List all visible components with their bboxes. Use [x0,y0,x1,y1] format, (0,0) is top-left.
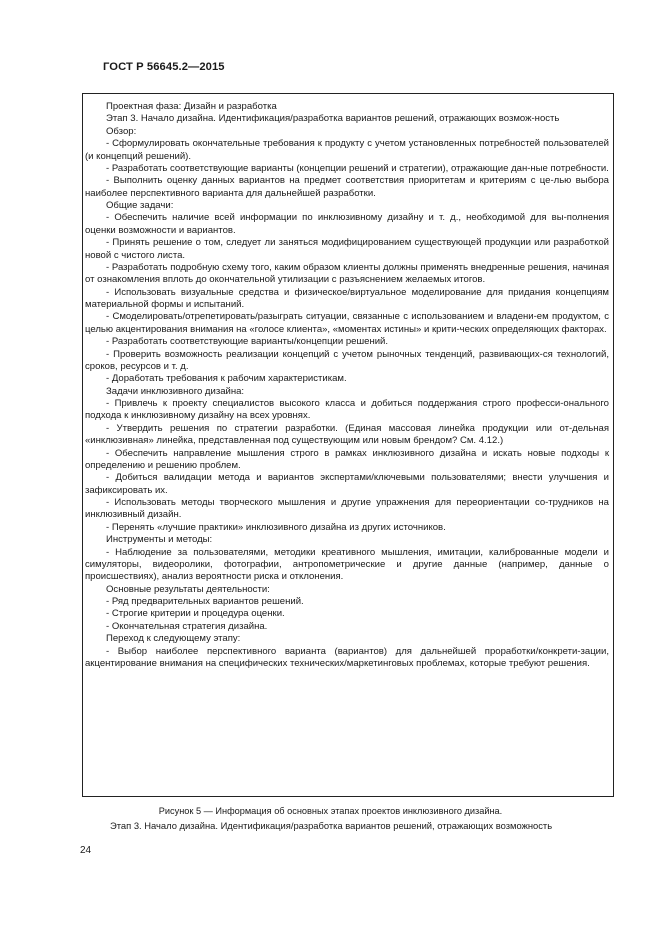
list-item: - Добиться валидации метода и вариантов экспертами/ключевыми пользователями; внести улучшения и зафиксировать их. [85,472,609,496]
page-number: 24 [80,845,92,856]
list-item: - Наблюдение за пользователями, методики креативного мышления, имитации, калиброванные модели и симуляторы, видеоролики, фотографии, антропометрические и другие данные (например, данные о происшествиях), анализ вероятности риска и отклонения. [85,546,609,583]
figure-caption: Рисунок 5 — Информация об основных этапах проектов инклюзивного дизайна. [158,806,503,816]
list-item: - Использовать методы творческого мышления и другие упражнения для переориентации со-трудников на инклюзивный дизайн. [85,497,609,521]
section-heading-results: Основные результаты деятельности: [106,583,270,595]
section-heading-next-stage: Переход к следующему этапу: [106,633,241,645]
list-item: - Использовать визуальные средства и физическое/виртуальное моделирование для придания концепциям материальной формы и испытаний. [85,286,609,310]
list-item: - Доработать требования к рабочим характеристикам. [106,373,347,385]
list-item: - Обеспечить направление мышления строго в рамках инклюзивного дизайна и искать новые подходы к определению и решению проблем. [85,447,609,471]
list-item: - Разработать соответствующие варианты (концепции решений и стратегии), отражающие дан-ные потребности. [106,162,609,174]
figure-content [85,101,609,670]
section-heading-general-tasks: Общие задачи: [106,200,174,211]
continuation-text: Этап 3. Начало дизайна. Идентификация/разработка вариантов решений, отражающих возможность [110,820,553,831]
list-item: - Утвердить решения по стратегии разработки. (Единая массовая линейка продукции или от-дельная «инклюзивная» линейка, представленная под существующим или новым брендом? См. 4.12.) [85,422,609,447]
list-item: - Принять решение о том, следует ли заняться модифицированием существующей продукции или разработкой новой с чистого листа. [85,237,609,261]
list-item: - Разработать подробную схему того, каким образом клиенты должны применять внедренные решения, начиная от ознакомления вплоть до окончательной утилизации с разъяснением желаемых итогов. [85,261,609,286]
section-heading-tools: Инструменты и методы: [106,534,213,546]
list-item: - Сформулировать окончательные требования к продукту с учетом установленных потребностей пользователей (и концепций решений). [85,138,609,162]
list-item: - Строгие критерии и процедура оценки. [106,608,285,620]
list-item: - Разработать соответствующие варианты/концепции решений. [106,336,389,348]
list-item: - Ряд предварительных вариантов решений. [106,596,304,607]
list-item: - Обеспечить наличие всей информации по инклюзивному дизайну и т. д., необходимой для вы-полнения оценки возможности и вариантов. [85,212,609,236]
list-item: - Привлечь к проекту специалистов высокого класса и добиться поддержания строго професси-онального подхода к инклюзивному дизайну на всех уровнях. [85,398,609,422]
list-item: - Перенять «лучшие практики» инклюзивного дизайна из других источников. [106,521,446,533]
list-item: - Окончательная стратегия дизайна. [106,620,268,632]
section-heading-overview: Обзор: [106,125,137,137]
section-heading-inclusive-tasks: Задачи инклюзивного дизайна: [106,385,245,397]
stage-title: Этап 3. Начало дизайна. Идентификация/разработка вариантов решений, отражающих возмож-ность [106,113,560,125]
list-item: - Выполнить оценку данных вариантов на предмет соответствия приоритетам и критериям с це-лью выбора наиболее перспективного варианта для дальнейшей разработки. [85,175,609,199]
list-item: - Проверить возможность реализации концепций с учетом рыночных тенденций, развивающих-ся технологий, сроков, ресурсов и т. д. [85,348,609,372]
document-header: ГОСТ Р 56645.2—2015 [103,61,225,73]
phase-title: Проектная фаза: Дизайн и разработка [106,101,277,112]
list-item: - Выбор наиболее перспективного варианта (вариантов) для дальнейшей проработки/конкрети-зации, акцентирование внимания на специфических технических/маркетинговых проблемах, которые требуют решения. [85,645,609,669]
list-item: - Смоделировать/отрепетировать/разыграть ситуации, связанные с использованием и владени-ем продуктом, с целью акцентирования внимания на «голосе клиента», «моментах истины» и крити-ческих определяющих факторах. [85,311,609,335]
